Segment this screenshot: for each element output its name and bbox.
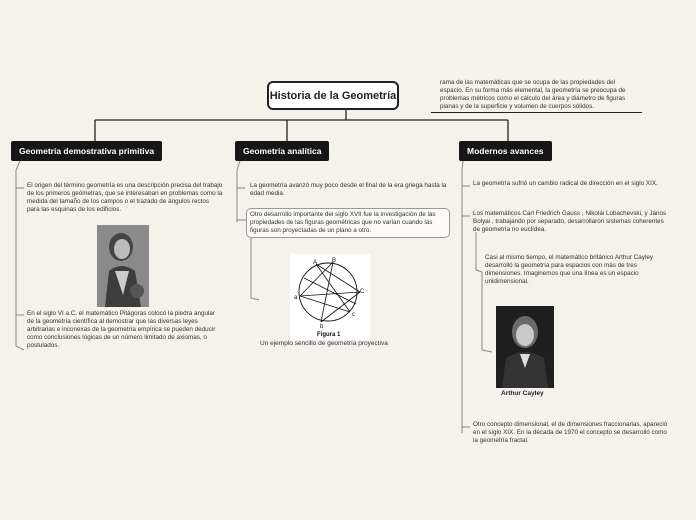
root-note: rama de las matemáticas que se ocupa de las propiedades del espacio. En su forma más elemental, la geometría se preocupa de problemas métricos como el cálculo del área y diámetro de figuras planas y de la superficie y volumen de cuerpos sólidos.: [440, 79, 626, 111]
arthur-cayley-portrait: [496, 306, 554, 388]
pythagoras-portrait: [97, 225, 149, 307]
topic-edad-media: La geometría avanzó muy poco desde el final de la era griega hasta la edad media.: [250, 182, 447, 198]
branch-title: Modernos avances: [467, 146, 544, 156]
branch-title: Geometría analítica: [243, 146, 322, 156]
topic-arthur-cayley: Casi al mismo tiempo, el matemático británico Arthur Cayley desarrolló la geometría para espacios con más de tres dimensiones. Imaginemos que una línea es un espacio unidimensional.: [485, 254, 653, 286]
root-topic[interactable]: [267, 81, 399, 110]
figure-point-A: A: [313, 260, 318, 266]
figure-caption: Un ejemplo sencillo de geometría proyectiva: [260, 340, 388, 347]
figure-label: Figura 1: [317, 332, 341, 338]
figure-point-C: C: [360, 289, 365, 295]
topic-origen-geometria: El origen del término geometría es una descripción precisa del trabajo de los primeros geómetras, que se interesaban en problemas como la medida del tamaño de los campos o el trazado de ángulos rectos para las esquinas de los edificios.: [27, 182, 223, 214]
branch-title: Geometría demostrativa primitiva: [19, 146, 155, 156]
figure-point-b: b: [320, 324, 324, 330]
branch-modernos-avances[interactable]: [459, 141, 552, 161]
topic-siglo-xix: La geometría sufrió un cambio radical de dirección en el siglo XIX.: [473, 180, 658, 187]
projective-geometry-figure: [290, 254, 370, 340]
figure-point-B: B: [332, 258, 337, 264]
topic-pitagoras: En el siglo VI a.C. el matemático Pitágoras colocó la piedra angular de la geometría científica al demostrar que las diversas leyes arbitrarias e inconexas de la geometría empírica se pueden deducir como conclusiones lógicas de un número limitado de axiomas, o postulados.: [27, 310, 216, 350]
root-title: Historia de la Geometría: [269, 89, 397, 102]
figure-point-a: a: [294, 295, 298, 301]
branch-geometria-analitica[interactable]: [235, 141, 329, 161]
topic-geometria-fractal: Otro concepto dimensional, el de dimensiones fraccionarias, apareció en el siglo XIX. En la década de 1970 el concepto se desarrolló como la geometría fractal.: [473, 421, 668, 445]
topic-geometria-no-euclidea: Los matemáticos Carl Friedrich Gauss , Nikolái Lobachevski, y János Bolyai , trabajando por separado, desarrollaron sistemas coherentes de geometría no euclídea.: [473, 210, 667, 234]
figure-point-c: c: [352, 312, 355, 318]
portrait-caption: Arthur Cayley: [501, 390, 544, 397]
branch-geometria-demostrativa[interactable]: [11, 141, 162, 161]
root-note-underline: [431, 112, 642, 113]
topic-siglo-xvii: Otro desarrollo importante del siglo XVII fue la investigación de las propiedades de las figuras geométricas que no varían cuando las figuras son proyectadas de un plano a otro.: [246, 208, 450, 238]
